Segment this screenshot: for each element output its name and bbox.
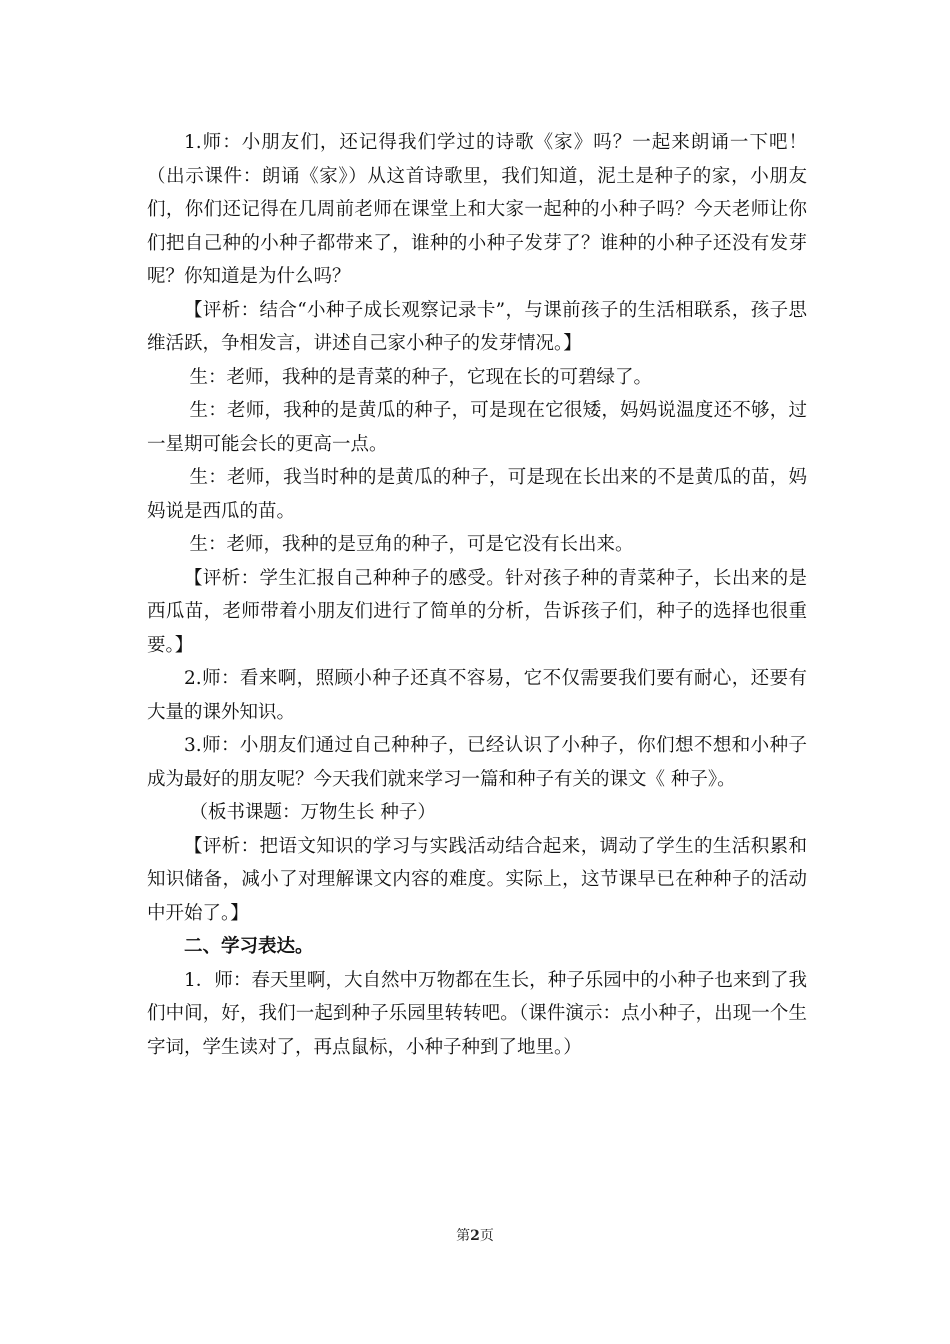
paragraph-comment-3: 【评析：把语文知识的学习与实践活动结合起来，调动了学生的生活积累和知识储备，减小了对理解课文内容的难度。实际上，这节课早已在种种子的活动中开始了。】 xyxy=(147,835,807,924)
paragraph-student-4: 生：老师，我种的是豆角的种子，可是它没有长出来。 xyxy=(189,534,634,555)
paragraph-student-3: 生：老师，我当时种的是黄瓜的种子，可是现在长出来的不是黄瓜的苗，妈妈说是西瓜的苗。 xyxy=(147,467,807,522)
paragraph-teacher-2: 2.师：看来啊，照顾小种子还真不容易，它不仅需要我们要有耐心，还要有大量的课外知识。 xyxy=(147,668,807,723)
paragraph-comment-1: 【评析：结合“小种子成长观察记录卡”，与课前孩子的生活相联系，孩子思维活跃，争相发言，讲述自己家小种子的发芽情况。】 xyxy=(147,299,807,354)
paragraph-teacher-1: 1.师：小朋友们，还记得我们学过的诗歌《家》吗？一起来朗诵一下吧！（出示课件：朗诵《家》）从这首诗歌里，我们知道，泥土是种子的家，小朋友们，你们还记得在几周前老师在课堂上和大家一起种的小种子吗？今天老师让你们把自己种的小种子都带来了，谁种的小种子发芽了？谁种的小种子还没有发芽呢？你知道是为什么吗？ xyxy=(147,132,807,287)
paragraph-comment-2: 【评析：学生汇报自己种种子的感受。针对孩子种的青菜种子，长出来的是西瓜苗，老师带着小朋友们进行了简单的分析，告诉孩子们，种子的选择也很重要。】 xyxy=(147,567,807,656)
page-number-value: 2 xyxy=(470,1228,480,1244)
body-text xyxy=(147,126,807,1064)
paragraph-student-2: 生：老师，我种的是黄瓜的种子，可是现在它很矮，妈妈说温度还不够，过一星期可能会长的更高一点。 xyxy=(147,400,807,455)
page-number-prefix: 第 xyxy=(456,1228,471,1244)
page-number-suffix: 页 xyxy=(479,1228,494,1244)
section-heading: 二、学习表达。 xyxy=(184,936,314,957)
paragraph-teacher-4: 1．师：春天里啊，大自然中万物都在生长，种子乐园中的小种子也来到了我们中间，好，我们一起到种子乐园里转转吧。（课件演示：点小种子，出现一个生字词，学生读对了，再点鼠标，小种子种到了地里。） xyxy=(147,969,807,1058)
paragraph-teacher-3: 3.师：小朋友们通过自己种种子，已经认识了小种子，你们想不想和小种子成为最好的朋友呢？今天我们就来学习一篇和种子有关的课文《 种子》。 xyxy=(147,735,807,790)
paragraph-board-title: （板书课题：万物生长 种子） xyxy=(189,802,436,823)
paragraph-student-1: 生：老师，我种的是青菜的种子，它现在长的可碧绿了。 xyxy=(189,366,653,388)
page-number xyxy=(0,1227,950,1245)
